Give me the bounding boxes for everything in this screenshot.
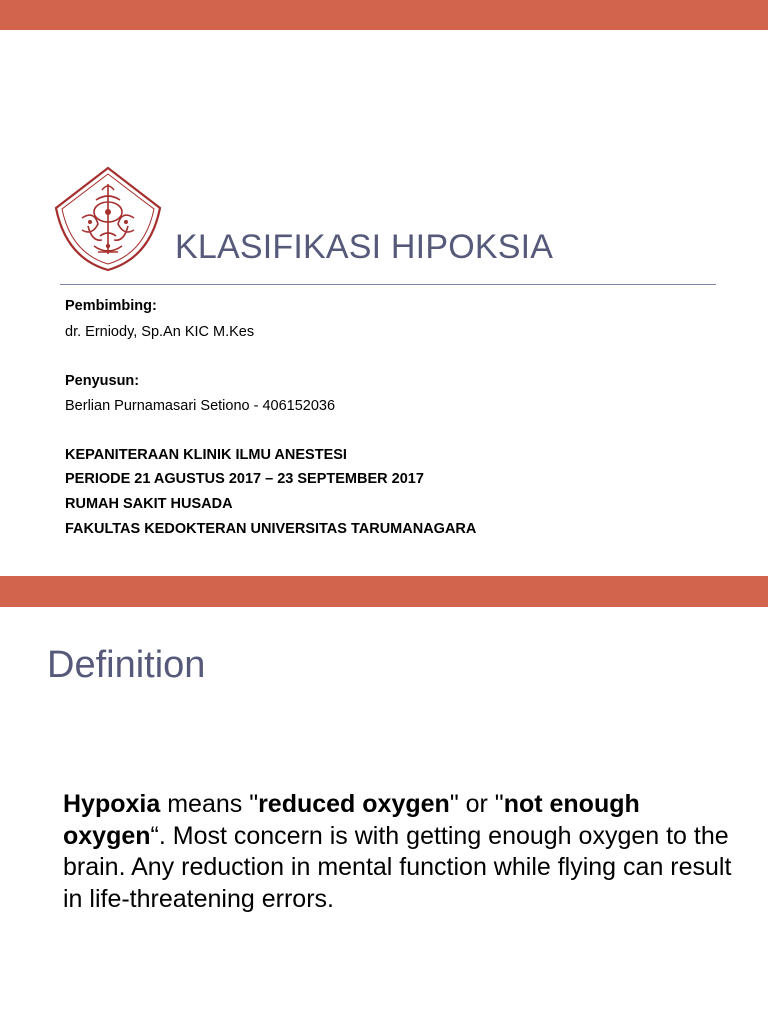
institution-line: KEPANITERAAN KLINIK ILMU ANESTESI [65,447,347,463]
definition-text: “. Most concern is with getting enough oxygen to the brain. Any reduction in mental function while flying can result in life-threatening errors. [63,821,732,913]
university-seal-icon [52,166,164,272]
slide-title: Definition [47,644,206,686]
supervisor-label: Pembimbing: [65,298,157,314]
definition-slide [0,607,768,1024]
title-divider [60,284,716,285]
institution-line: RUMAH SAKIT HUSADA [65,496,233,512]
institution-line: FAKULTAS KEDOKTERAN UNIVERSITAS TARUMANAGARA [65,521,477,537]
author-label: Penyusun: [65,373,140,389]
institution-line: PERIODE 21 AGUSTUS 2017 – 23 SEPTEMBER 2017 [65,471,424,487]
title-slide [0,30,768,576]
term-hypoxia: Hypoxia [63,790,161,818]
slide-separator-bar [0,576,768,607]
emphasis-not-enough-oxygen: not enough oxygen [63,790,640,850]
top-accent-bar [0,0,768,30]
supervisor-name: dr. Erniody, Sp.An KIC M.Kes [65,324,255,340]
definition-text: " or " [449,790,504,818]
author-name: Berlian Purnamasari Setiono - 406152036 [65,398,336,414]
presentation-title: KLASIFIKASI HIPOKSIA [175,228,554,266]
definition-text: means " [160,790,259,818]
emphasis-reduced-oxygen: reduced oxygen [258,790,450,818]
definition-paragraph [63,789,733,915]
